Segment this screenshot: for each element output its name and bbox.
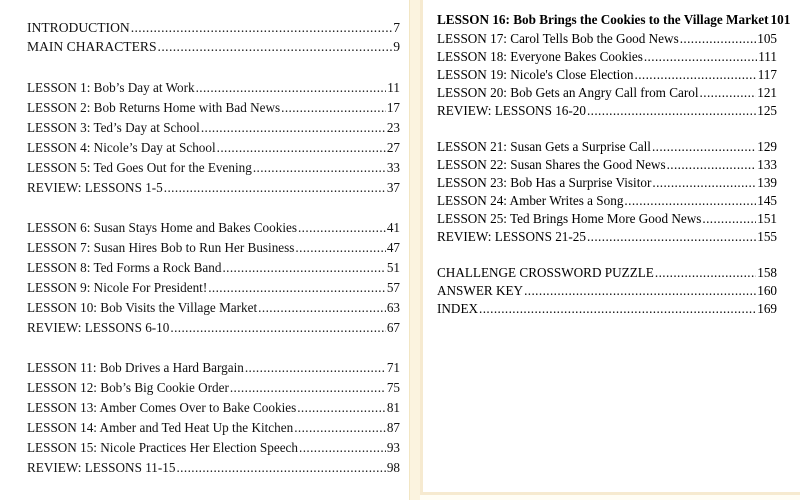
toc-page-number: 7 — [393, 20, 400, 35]
toc-title: LESSON 10: Bob Visits the Village Market — [27, 300, 258, 315]
leader-dots — [258, 299, 386, 317]
leader-dots — [176, 459, 385, 477]
toc-page-number: 67 — [386, 320, 400, 335]
toc-entry-lesson-12 — [27, 379, 400, 397]
toc-page-number: 41 — [386, 220, 400, 235]
toc-entry-lesson-22 — [437, 156, 777, 174]
toc-title: LESSON 9: Nicole For President! — [27, 280, 208, 295]
toc-title: LESSON 23: Bob Has a Surprise Visitor — [437, 175, 652, 190]
leader-dots — [222, 259, 385, 277]
toc-title: REVIEW: LESSONS 11-15 — [27, 460, 176, 475]
leader-dots — [635, 66, 757, 84]
toc-page-number: 98 — [386, 460, 400, 475]
toc-title: LESSON 13: Amber Comes Over to Bake Cookies — [27, 400, 297, 415]
toc-entry-main-characters — [27, 38, 400, 56]
toc-entry-index — [437, 300, 777, 318]
toc-entry-lesson-7 — [27, 239, 400, 257]
toc-page-number: 37 — [386, 180, 400, 195]
toc-entry-lesson-19 — [437, 66, 777, 84]
toc-page-number: 17 — [386, 100, 400, 115]
toc-entry-lesson-6 — [27, 219, 400, 237]
toc-title: LESSON 4: Nicole’s Day at School — [27, 140, 216, 155]
toc-page-number: 129 — [757, 139, 777, 154]
leader-dots — [655, 264, 756, 282]
toc-entry-lesson-24 — [437, 192, 777, 210]
leader-dots — [294, 419, 386, 437]
toc-page-number: 71 — [386, 360, 400, 375]
toc-entry-crossword — [437, 264, 777, 282]
toc-title: LESSON 7: Susan Hires Bob to Run Her Business — [27, 240, 295, 255]
toc-entry-lesson-9 — [27, 279, 400, 297]
leader-dots — [253, 159, 386, 177]
toc-entry-review-11-15 — [27, 459, 400, 477]
toc-entry-review-16-20 — [437, 102, 777, 120]
leader-dots — [208, 279, 386, 297]
toc-entry-lesson-18 — [437, 48, 777, 66]
toc-entry-lesson-8 — [27, 259, 400, 277]
toc-title: REVIEW: LESSONS 1-5 — [27, 180, 163, 195]
toc-entry-lesson-11 — [27, 359, 400, 377]
toc-entry-lesson-10 — [27, 299, 400, 317]
leader-dots — [479, 300, 756, 318]
toc-page-number: 51 — [386, 260, 400, 275]
toc-title: LESSON 2: Bob Returns Home with Bad News — [27, 100, 281, 115]
toc-title: LESSON 19: Nicole's Close Election — [437, 67, 634, 82]
toc-page-number: 81 — [386, 400, 400, 415]
toc-page-number: 75 — [386, 380, 400, 395]
toc-title: LESSON 16: Bob Brings the Cookies to the Village Market — [437, 12, 769, 27]
toc-title: LESSON 21: Susan Gets a Surprise Call — [437, 139, 651, 154]
leader-dots — [164, 179, 386, 197]
leader-dots — [700, 84, 757, 102]
toc-title: LESSON 20: Bob Gets an Angry Call from Carol — [437, 85, 699, 100]
toc-entry-review-21-25 — [437, 228, 777, 246]
toc-title: LESSON 3: Ted’s Day at School — [27, 120, 200, 135]
toc-page-number: 57 — [386, 280, 400, 295]
toc-page-number: 160 — [757, 283, 777, 298]
toc-entry-lesson-23 — [437, 174, 777, 192]
leader-dots — [196, 79, 387, 97]
toc-page-number: 151 — [757, 211, 777, 226]
toc-entry-lesson-21 — [437, 138, 777, 156]
leader-dots — [587, 228, 756, 246]
toc-title: LESSON 11: Bob Drives a Hard Bargain — [27, 360, 244, 375]
leader-dots — [158, 38, 393, 56]
leader-dots — [217, 139, 386, 157]
toc-page-number: 158 — [757, 265, 777, 280]
toc-title: INTRODUCTION — [27, 20, 130, 35]
toc-page-number: 121 — [757, 85, 777, 100]
toc-page-number: 125 — [757, 103, 777, 118]
toc-entry-review-1-5 — [27, 179, 400, 197]
leader-dots — [131, 19, 393, 37]
toc-page-number: 33 — [386, 160, 400, 175]
toc-page-number: 27 — [386, 140, 400, 155]
book-gutter — [410, 0, 420, 500]
toc-page-number: 101 — [770, 12, 791, 27]
toc-title: LESSON 24: Amber Writes a Song — [437, 193, 624, 208]
toc-page-number: 155 — [757, 229, 777, 244]
toc-page-number: 23 — [386, 120, 400, 135]
toc-title: REVIEW: LESSONS 6-10 — [27, 320, 170, 335]
toc-page-number: 105 — [757, 31, 777, 46]
toc-page-number: 139 — [757, 175, 777, 190]
toc-entry-lesson-1 — [27, 79, 400, 97]
leader-dots — [524, 282, 756, 300]
leader-dots — [201, 119, 386, 137]
toc-title: CHALLENGE CROSSWORD PUZZLE — [437, 265, 654, 280]
toc-title: INDEX — [437, 301, 479, 316]
toc-entry-lesson-17 — [437, 30, 777, 48]
toc-title: LESSON 25: Ted Brings Home More Good News — [437, 211, 702, 226]
toc-entry-lesson-13 — [27, 399, 400, 417]
toc-page-number: 145 — [757, 193, 777, 208]
toc-page-number: 93 — [386, 440, 400, 455]
toc-page-number: 87 — [386, 420, 400, 435]
leader-dots — [230, 379, 386, 397]
leader-dots — [298, 219, 386, 237]
toc-title: LESSON 1: Bob’s Day at Work — [27, 80, 195, 95]
leader-dots — [680, 30, 757, 48]
toc-title: LESSON 18: Everyone Bakes Cookies — [437, 49, 643, 64]
toc-entry-introduction — [27, 19, 400, 37]
leader-dots — [295, 239, 385, 257]
toc-title: LESSON 8: Ted Forms a Rock Band — [27, 260, 222, 275]
toc-title: LESSON 5: Ted Goes Out for the Evening — [27, 160, 252, 175]
toc-entry-lesson-20 — [437, 84, 777, 102]
leader-dots — [281, 99, 386, 117]
toc-title: REVIEW: LESSONS 21-25 — [437, 229, 586, 244]
toc-entry-lesson-3 — [27, 119, 400, 137]
toc-page-number: 117 — [757, 67, 777, 82]
toc-entry-lesson-14 — [27, 419, 400, 437]
leader-dots — [702, 210, 756, 228]
toc-entry-lesson-15 — [27, 439, 400, 457]
toc-entry-lesson-25 — [437, 210, 777, 228]
leader-dots — [644, 48, 757, 66]
toc-title: ANSWER KEY — [437, 283, 524, 298]
leader-dots — [299, 439, 386, 457]
toc-title: LESSON 14: Amber and Ted Heat Up the Kitchen — [27, 420, 294, 435]
toc-entry-review-6-10 — [27, 319, 400, 337]
toc-page-number: 47 — [386, 240, 400, 255]
toc-entry-answer-key — [437, 282, 777, 300]
toc-page-number: 133 — [757, 157, 777, 172]
leader-dots — [652, 138, 756, 156]
toc-title: MAIN CHARACTERS — [27, 39, 157, 54]
leader-dots — [245, 359, 386, 377]
toc-entry-lesson-2 — [27, 99, 400, 117]
toc-title: LESSON 15: Nicole Practices Her Election Speech — [27, 440, 299, 455]
leader-dots — [170, 319, 385, 337]
toc-page-number: 111 — [758, 49, 777, 64]
toc-page-number: 9 — [393, 39, 400, 54]
toc-page-number: 11 — [387, 80, 400, 95]
leader-dots — [652, 174, 756, 192]
toc-title: LESSON 22: Susan Shares the Good News — [437, 157, 666, 172]
toc-entry-lesson-5 — [27, 159, 400, 177]
toc-title: LESSON 17: Carol Tells Bob the Good News — [437, 31, 679, 46]
leader-dots — [297, 399, 386, 417]
toc-title: REVIEW: LESSONS 16-20 — [437, 103, 586, 118]
toc-entry-lesson-4 — [27, 139, 400, 157]
toc-title: LESSON 6: Susan Stays Home and Bakes Cookies — [27, 220, 297, 235]
toc-entry-lesson-16 — [437, 11, 791, 29]
toc-page-number: 63 — [386, 300, 400, 315]
toc-title: LESSON 12: Bob’s Big Cookie Order — [27, 380, 229, 395]
leader-dots — [667, 156, 757, 174]
leader-dots — [587, 102, 756, 120]
toc-page-number: 169 — [757, 301, 777, 316]
leader-dots — [624, 192, 756, 210]
